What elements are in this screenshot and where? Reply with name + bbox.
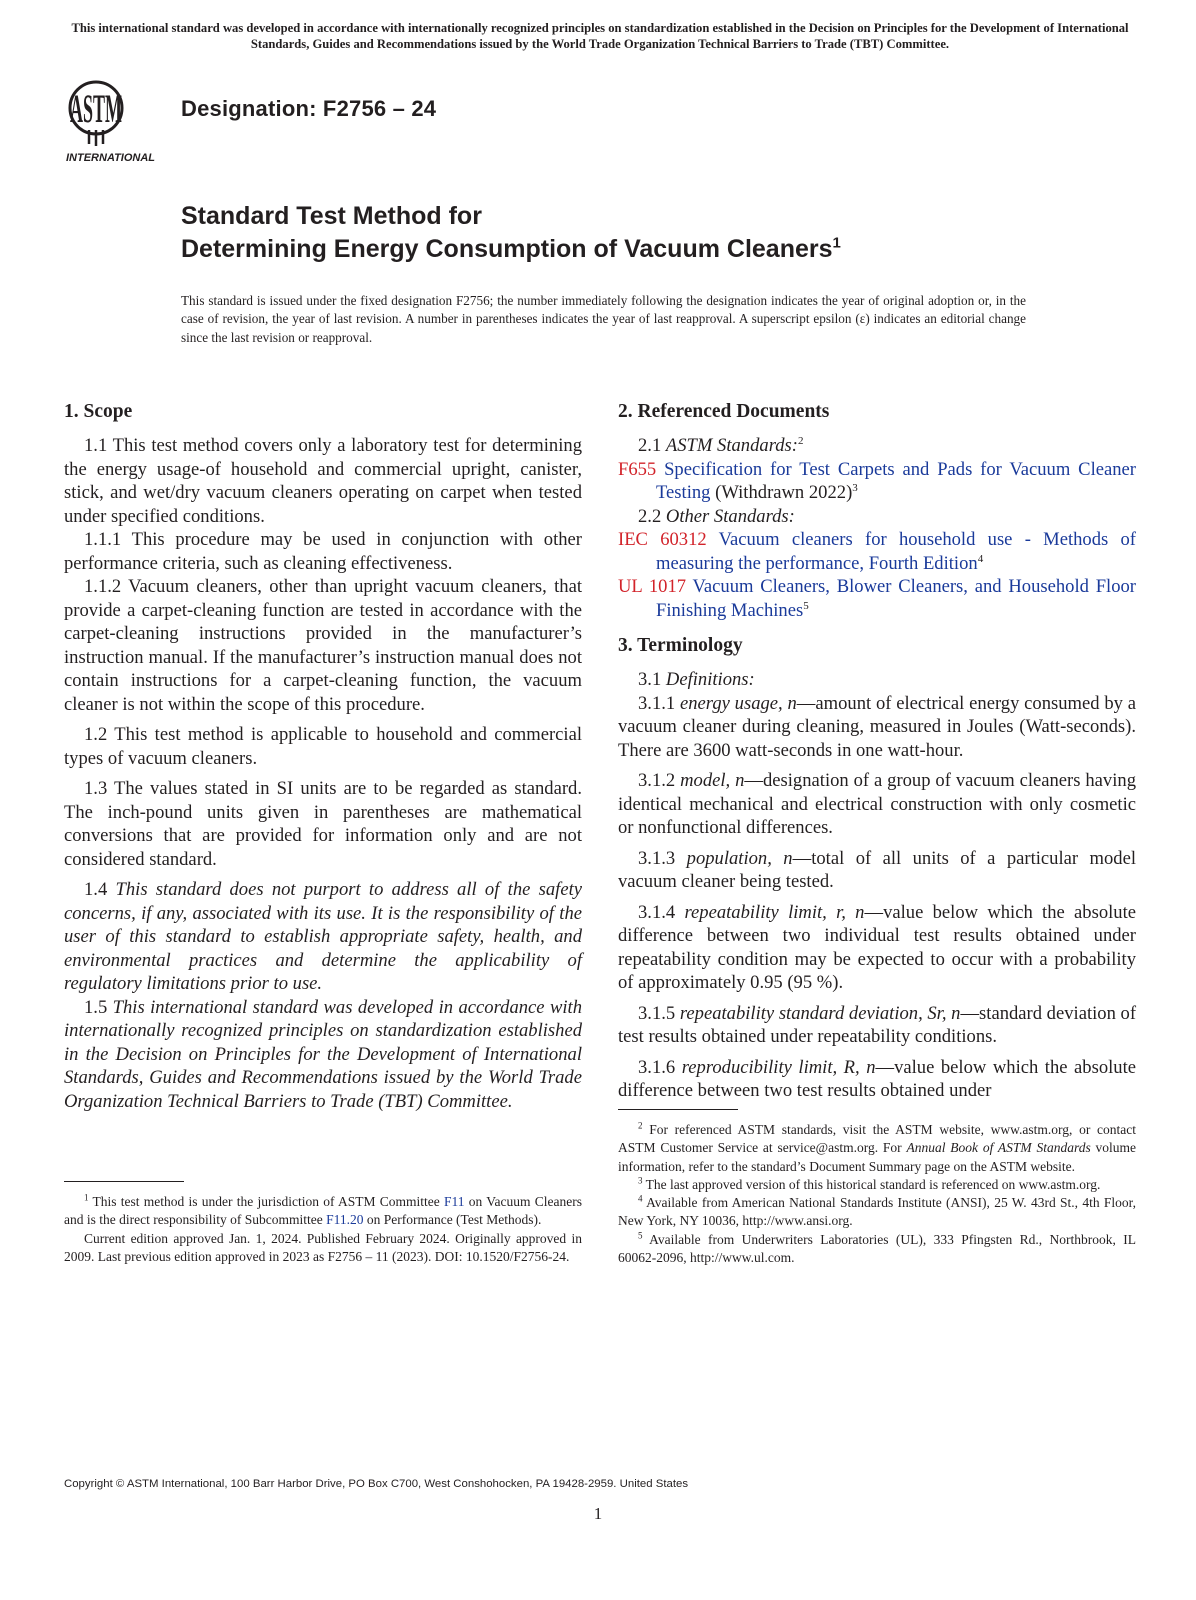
ref-iec-fn: 4 [977,552,984,565]
footnote-4 [618,1194,1136,1231]
ref-iec-code[interactable]: IEC 60312 [618,529,707,550]
footnote-rule-left [64,1181,184,1182]
designation: Designation: F2756 – 24 [181,96,437,121]
scope-1-5-text: This international standard was developed in accordance with internationally recognized principles on standardization established in the Decision on Principles for the Development of International Standards, Guides and Recommendations issued by the World Trade Organization Technical Barriers to Trade (TBT) Committee. [64,996,582,1112]
definition-text: —amount of electrical energy consumed by a vacuum cleaner during cleaning, measured in Joules (Watt-seconds). There are 3600 watt-seconds in one watt-hour. [618,692,1136,761]
footnote-5 [618,1231,1136,1268]
scope-1-5 [64,996,582,1114]
footnote-2-text-b: volume information, refer to the standard’s Document Summary page on the ASTM website. [618,1140,1137,1174]
ref-ul [618,575,1136,622]
footnote-1-mark: 1 [84,1192,89,1203]
definition-num: 3.1.3 [638,847,676,869]
page-number: 1 [593,1504,603,1523]
footnote-3-mark: 3 [638,1175,643,1186]
title-line2 [181,232,1081,266]
scope-1-4 [64,878,582,996]
scope-1-5-num: 1.5 [84,996,108,1018]
definition-3-1-6 [618,1056,1136,1103]
ref-ul-title[interactable]: Vacuum Cleaners, Blower Cleaners, and Household Floor Finishing Machines [656,576,1137,621]
footnote-4-text: Available from American National Standards Institute (ANSI), 25 W. 43rd St., 4th Floor, New York, NY 10036, http://www.ansi.org. [618,1195,1136,1229]
definition-num: 3.1.6 [638,1056,676,1078]
svg-text:ASTM: ASTM [70,86,122,131]
astm-standards-label [618,434,1136,458]
definition-text: —standard deviation of test results obtained under repeatability conditions. [618,1002,1137,1047]
definition-term: reproducibility limit, R, n [681,1056,876,1078]
astm-standards-fn: 2 [797,434,804,447]
footnote-4-mark: 4 [638,1193,643,1204]
definition-term: population, n [686,847,793,869]
title-line2-text: Determining Energy Consumption of Vacuum Cleaners [181,235,833,263]
issue-note: This standard is issued under the fixed designation F2756; the number immediately following the designation indicates the year of original adoption or, in the case of revision, the year of last revision. A number in parentheses indicates the year of last reapproval. A superscript epsilon (ε) indicates an editorial change since the last revision or reapproval. [181,293,1026,345]
other-standards-label [618,505,1136,529]
definition-num: 3.1.1 [638,692,676,714]
scope-1-1-2: 1.1.2 Vacuum cleaners, other than upright vacuum cleaners, that provide a carpet-cleaning function are tested in accordance with the carpet-cleaning instructions provided in the manufacturer’s instruction manual. If the manufacturer’s instruction manual does not contain instructions for a carpet-cleaning function, the vacuum cleaner is not within the scope of this procedure. [64,576,582,715]
footnote-1-text-b: on Vacuum Cleaners and is the direct responsibility of Subcommittee [64,1194,582,1228]
scope-1-1: 1.1 This test method covers only a laboratory test for determining the energy usage-of household and commercial upright, canister, stick, and wet/dry vacuum cleaners operating on carpet when tested under specified conditions. [64,435,582,527]
footnote-2-mark: 2 [638,1120,643,1131]
scope-heading: 1. Scope [64,401,133,422]
ref-iec [618,528,1136,575]
astm-standards-num: 2.1 [638,435,662,456]
definition-3-1-1 [618,692,1136,763]
footnotes-right [618,1121,1136,1267]
title-block [181,200,1081,266]
referenced-documents-heading: 2. Referenced Documents [618,401,830,422]
ref-f655 [618,458,1136,505]
ref-f655-fn: 3 [852,481,858,494]
definition-text: —total of all units of a particular model vacuum cleaner being tested. [618,847,1137,892]
right-column [618,400,1136,1110]
definition-num: 3.1.4 [638,901,676,923]
title-line1: Standard Test Method for [181,202,482,230]
ref-f655-code[interactable]: F655 [618,458,657,480]
title-footnote-mark: 1 [832,234,841,252]
definition-text: —designation of a group of vacuum cleaners having identical mechanical and electrical construction with only cosmetic or nonfunctional differences. [618,770,1136,838]
definition-term: energy usage, n [679,692,797,714]
scope-1-4-num: 1.4 [84,879,108,900]
astm-logo-icon [66,70,170,166]
scope-1-4-text: This standard does not purport to address all of the safety concerns, if any, associated with its use. It is the responsibility of the user of this standard to establish appropriate safety, health, and environmental practices and determine the applicability of regulatory limitations prior to use. [64,879,582,994]
terminology-heading: 3. Terminology [618,635,743,656]
footnotes-left [64,1193,582,1266]
definition-text: —value below which the absolute difference between two test results obtained under [618,1056,1137,1101]
other-standards-text: Other Standards: [665,505,795,527]
footnote-1-edition: Current edition approved Jan. 1, 2024. Published February 2024. Originally approved in 2009. Last previous edition approved in 2023 as F2756 – 11 (2023). DOI: 10.1520/F2756-24. [64,1230,582,1264]
scope-1-3: 1.3 The values stated in SI units are to be regarded as standard. The inch-pound units given in parentheses are mathematical conversions that are provided for information only and are not considered standard. [64,778,582,870]
header-note: This international standard was developed in accordance with internationally recognized principles on standardization established in the Decision on Principles for the Development of International Standards, Guides and Recommendations issued by the World Trade Organization Technical Barriers to Trade (TBT) Committee. [71,21,1129,51]
definition-num: 3.1.5 [638,1002,676,1024]
definition-3-1-2 [618,769,1136,840]
footnote-1-text-a: This test method is under the jurisdiction of ASTM Committee [92,1194,440,1209]
definitions-label [618,668,1136,692]
other-standards-num: 2.2 [638,505,662,527]
astm-logo [66,70,170,166]
astm-standards-text: ASTM Standards: [665,435,798,456]
left-column [64,400,582,1120]
footnote-2-text-a: For referenced ASTM standards, visit the ASTM website, www.astm.org, or contact ASTM Customer Service at service@astm.org. For [618,1122,1137,1156]
definition-term: repeatability standard deviation, Sr, n [679,1002,961,1024]
footnote-5-mark: 5 [638,1230,643,1241]
definitions-num: 3.1 [638,669,662,690]
ref-ul-code[interactable]: UL 1017 [618,576,687,597]
scope-1-2: 1.2 This test method is applicable to household and commercial types of vacuum cleaners. [64,724,582,769]
footnote-1-text-c: on Performance (Test Methods). [366,1212,542,1228]
footnote-rule-right [618,1109,738,1110]
ref-iec-title[interactable]: Vacuum cleaners for household use - Methods of measuring the performance, Fourth Edition [656,529,1136,574]
footnote-3 [618,1176,1136,1194]
definition-3-1-3 [618,847,1136,894]
footnote-5-text: Available from Underwriters Laboratories (UL), 333 Pfingsten Rd., Northbrook, IL 60062-2096, http://www.ul.com. [618,1231,1136,1266]
footnote-3-text: The last approved version of this historical standard is referenced on www.astm.org. [645,1176,1101,1192]
copyright: Copyright © ASTM International, 100 Barr Harbor Drive, PO Box C700, West Conshohocken, PA 19428-2959. United States [64,1478,689,1490]
ref-f655-title[interactable]: Specification for Test Carpets and Pads for Vacuum Cleaner Testing [656,458,1136,503]
definition-3-1-5 [618,1002,1136,1049]
definition-3-1-4 [618,901,1136,995]
definition-num: 3.1.2 [638,770,676,791]
ref-f655-note: (Withdrawn 2022) [715,482,853,503]
committee-f11-link[interactable]: F11 [444,1194,465,1209]
footnote-1 [64,1193,582,1230]
footnote-2 [618,1121,1136,1176]
definitions-text: Definitions: [665,669,755,690]
scope-1-1-1: 1.1.1 This procedure may be used in conjunction with other performance criteria, such as cleaning effectiveness. [64,529,582,574]
svg-text:INTERNATIONAL: INTERNATIONAL [66,152,156,164]
ref-ul-fn: 5 [803,599,809,612]
definition-text: —value below which the absolute difference between two individual test results obtained under repeatability condition may be expected to occur with a probability of approximately 0.95 (95 %). [618,901,1136,993]
definition-term: model, n [680,770,745,791]
definition-term: repeatability limit, r, n [684,901,865,923]
footnote-2-italic: Annual Book of ASTM Standards [906,1140,1091,1156]
subcommittee-f11-20-link[interactable]: F11.20 [326,1212,364,1228]
